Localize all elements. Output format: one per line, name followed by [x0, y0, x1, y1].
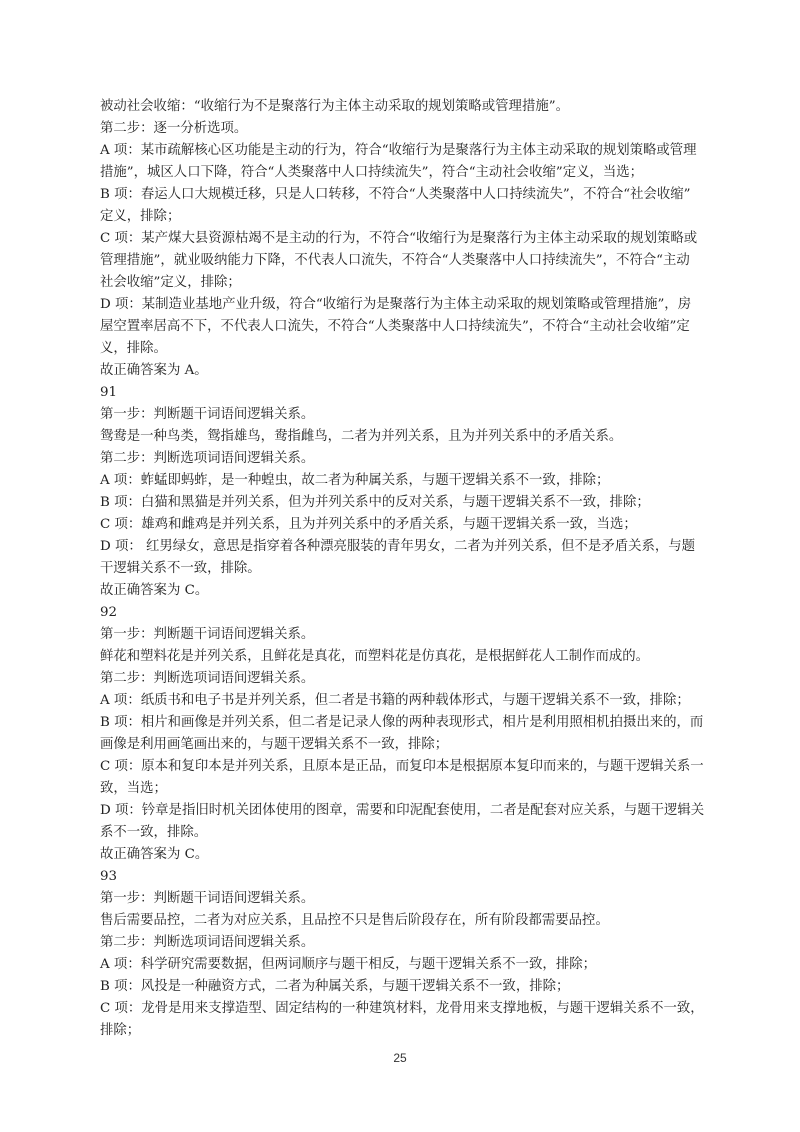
text-line: B 项：春运人口大规模迁移，只是人口转移，不符合“人类聚落中人口持续流失”，不符合“社会收缩” — [100, 187, 691, 202]
text-line: A 项：蚱蜢即蚂蚱，是一种蝗虫，故二者为种属关系，与题干逻辑关系不一致，排除； — [100, 473, 610, 488]
document-body — [100, 96, 730, 1042]
text-line: 干逻辑关系不一致，排除。 — [100, 561, 261, 576]
text-line: 定义，排除； — [100, 209, 181, 224]
text-line: 第二步：判断选项词语间逻辑关系。 — [100, 935, 315, 950]
text-line: 93 — [100, 869, 118, 884]
text-line: C 项：某产煤大县资源枯竭不是主动的行为，不符合“收缩行为是聚落行为主体主动采取的规划策略或 — [100, 231, 698, 246]
text-line: D 项：钤章是指旧时机关团体使用的图章，需要和印泥配套使用，二者是配套对应关系，与题干逻辑关 — [100, 803, 705, 818]
text-line: 管理措施”，就业吸纳能力下降，不代表人口流失，不符合“人类聚落中人口持续流失”，不符合“主动 — [100, 253, 690, 268]
text-line: 第一步：判断题干词语间逻辑关系。 — [100, 627, 315, 642]
text-line: 鸳鸯是一种鸟类，鸳指雄鸟，鸯指雌鸟，二者为并列关系，且为并列关系中的矛盾关系。 — [100, 429, 623, 444]
text-line: B 项：白猫和黑猫是并列关系，但为并列关系中的反对关系，与题干逻辑关系不一致，排除； — [100, 495, 650, 510]
text-line: D 项： 红男绿女，意思是指穿着各种漂亮服装的青年男女，二者为并列关系，但不是矛盾关系，与题 — [100, 539, 696, 554]
text-line: A 项：科学研究需要数据，但两词顺序与题干相反，与题干逻辑关系不一致，排除； — [100, 957, 596, 972]
text-line: A 项：某市疏解核心区功能是主动的行为，符合“收缩行为是聚落行为主体主动采取的规划策略或管理 — [100, 143, 697, 158]
text-line: 画像是利用画笔画出来的，与题干逻辑关系不一致，排除； — [100, 737, 449, 752]
text-line: 92 — [100, 605, 118, 620]
text-line: 故正确答案为 C。 — [100, 583, 209, 598]
text-line: 致，当选； — [100, 781, 167, 796]
text-line: 屋空置率居高不下，不代表人口流失，不符合“人类聚落中人口持续流失”，不符合“主动社会收缩”定 — [100, 319, 690, 334]
text-line: 鲜花和塑料花是并列关系，且鲜花是真花，而塑料花是仿真花，是根据鲜花人工制作而成的。 — [100, 649, 650, 664]
text-line: C 项：龙骨是用来支撑造型、固定结构的一种建筑材料，龙骨用来支撑地板，与题干逻辑关系不一致， — [100, 1001, 704, 1016]
text-line: 第二步：逐一分析选项。 — [100, 121, 248, 136]
text-line: 系不一致，排除。 — [100, 825, 208, 840]
text-line: B 项：相片和画像是并列关系，但二者是记录人像的两种表现形式，相片是利用照相机拍摄出来的，而 — [100, 715, 704, 730]
text-line: 第二步：判断选项词语间逻辑关系。 — [100, 451, 315, 466]
text-line: A 项：纸质书和电子书是并列关系，但二者是书籍的两种载体形式，与题干逻辑关系不一致，排除； — [100, 693, 690, 708]
text-line: 义，排除。 — [100, 341, 167, 356]
text-line: D 项：某制造业基地产业升级，符合“收缩行为是聚落行为主体主动采取的规划策略或管理措施”，房 — [100, 297, 692, 312]
text-line: 第一步：判断题干词语间逻辑关系。 — [100, 891, 315, 906]
text-line: 社会收缩”定义，排除； — [100, 275, 241, 290]
text-line: 被动社会收缩：“收缩行为不是聚落行为主体主动采取的规划策略或管理措施”。 — [100, 99, 569, 114]
text-line: C 项：雄鸡和雌鸡是并列关系，且为并列关系中的矛盾关系，与题干逻辑关系一致，当选； — [100, 517, 637, 532]
text-line: 故正确答案为 A。 — [100, 363, 208, 378]
text-line: 第二步：判断选项词语间逻辑关系。 — [100, 671, 315, 686]
text-line: B 项：风投是一种融资方式，二者为种属关系，与题干逻辑关系不一致，排除； — [100, 979, 570, 994]
text-line: 91 — [100, 385, 118, 400]
text-line: 第一步：判断题干词语间逻辑关系。 — [100, 407, 315, 422]
text-line: 售后需要品控，二者为对应关系，且品控不只是售后阶段存在，所有阶段都需要品控。 — [100, 913, 609, 928]
text-line: C 项：原本和复印本是并列关系，且原本是正品，而复印本是根据原本复印而来的，与题干逻辑关系一 — [100, 759, 704, 774]
text-line: 故正确答案为 C。 — [100, 847, 209, 862]
page-number: 25 — [393, 1051, 407, 1065]
text-line: 措施”，城区人口下降，符合“人类聚落中人口持续流失”，符合“主动社会收缩”定义，当选； — [100, 165, 644, 180]
text-line: 排除； — [100, 1023, 141, 1038]
